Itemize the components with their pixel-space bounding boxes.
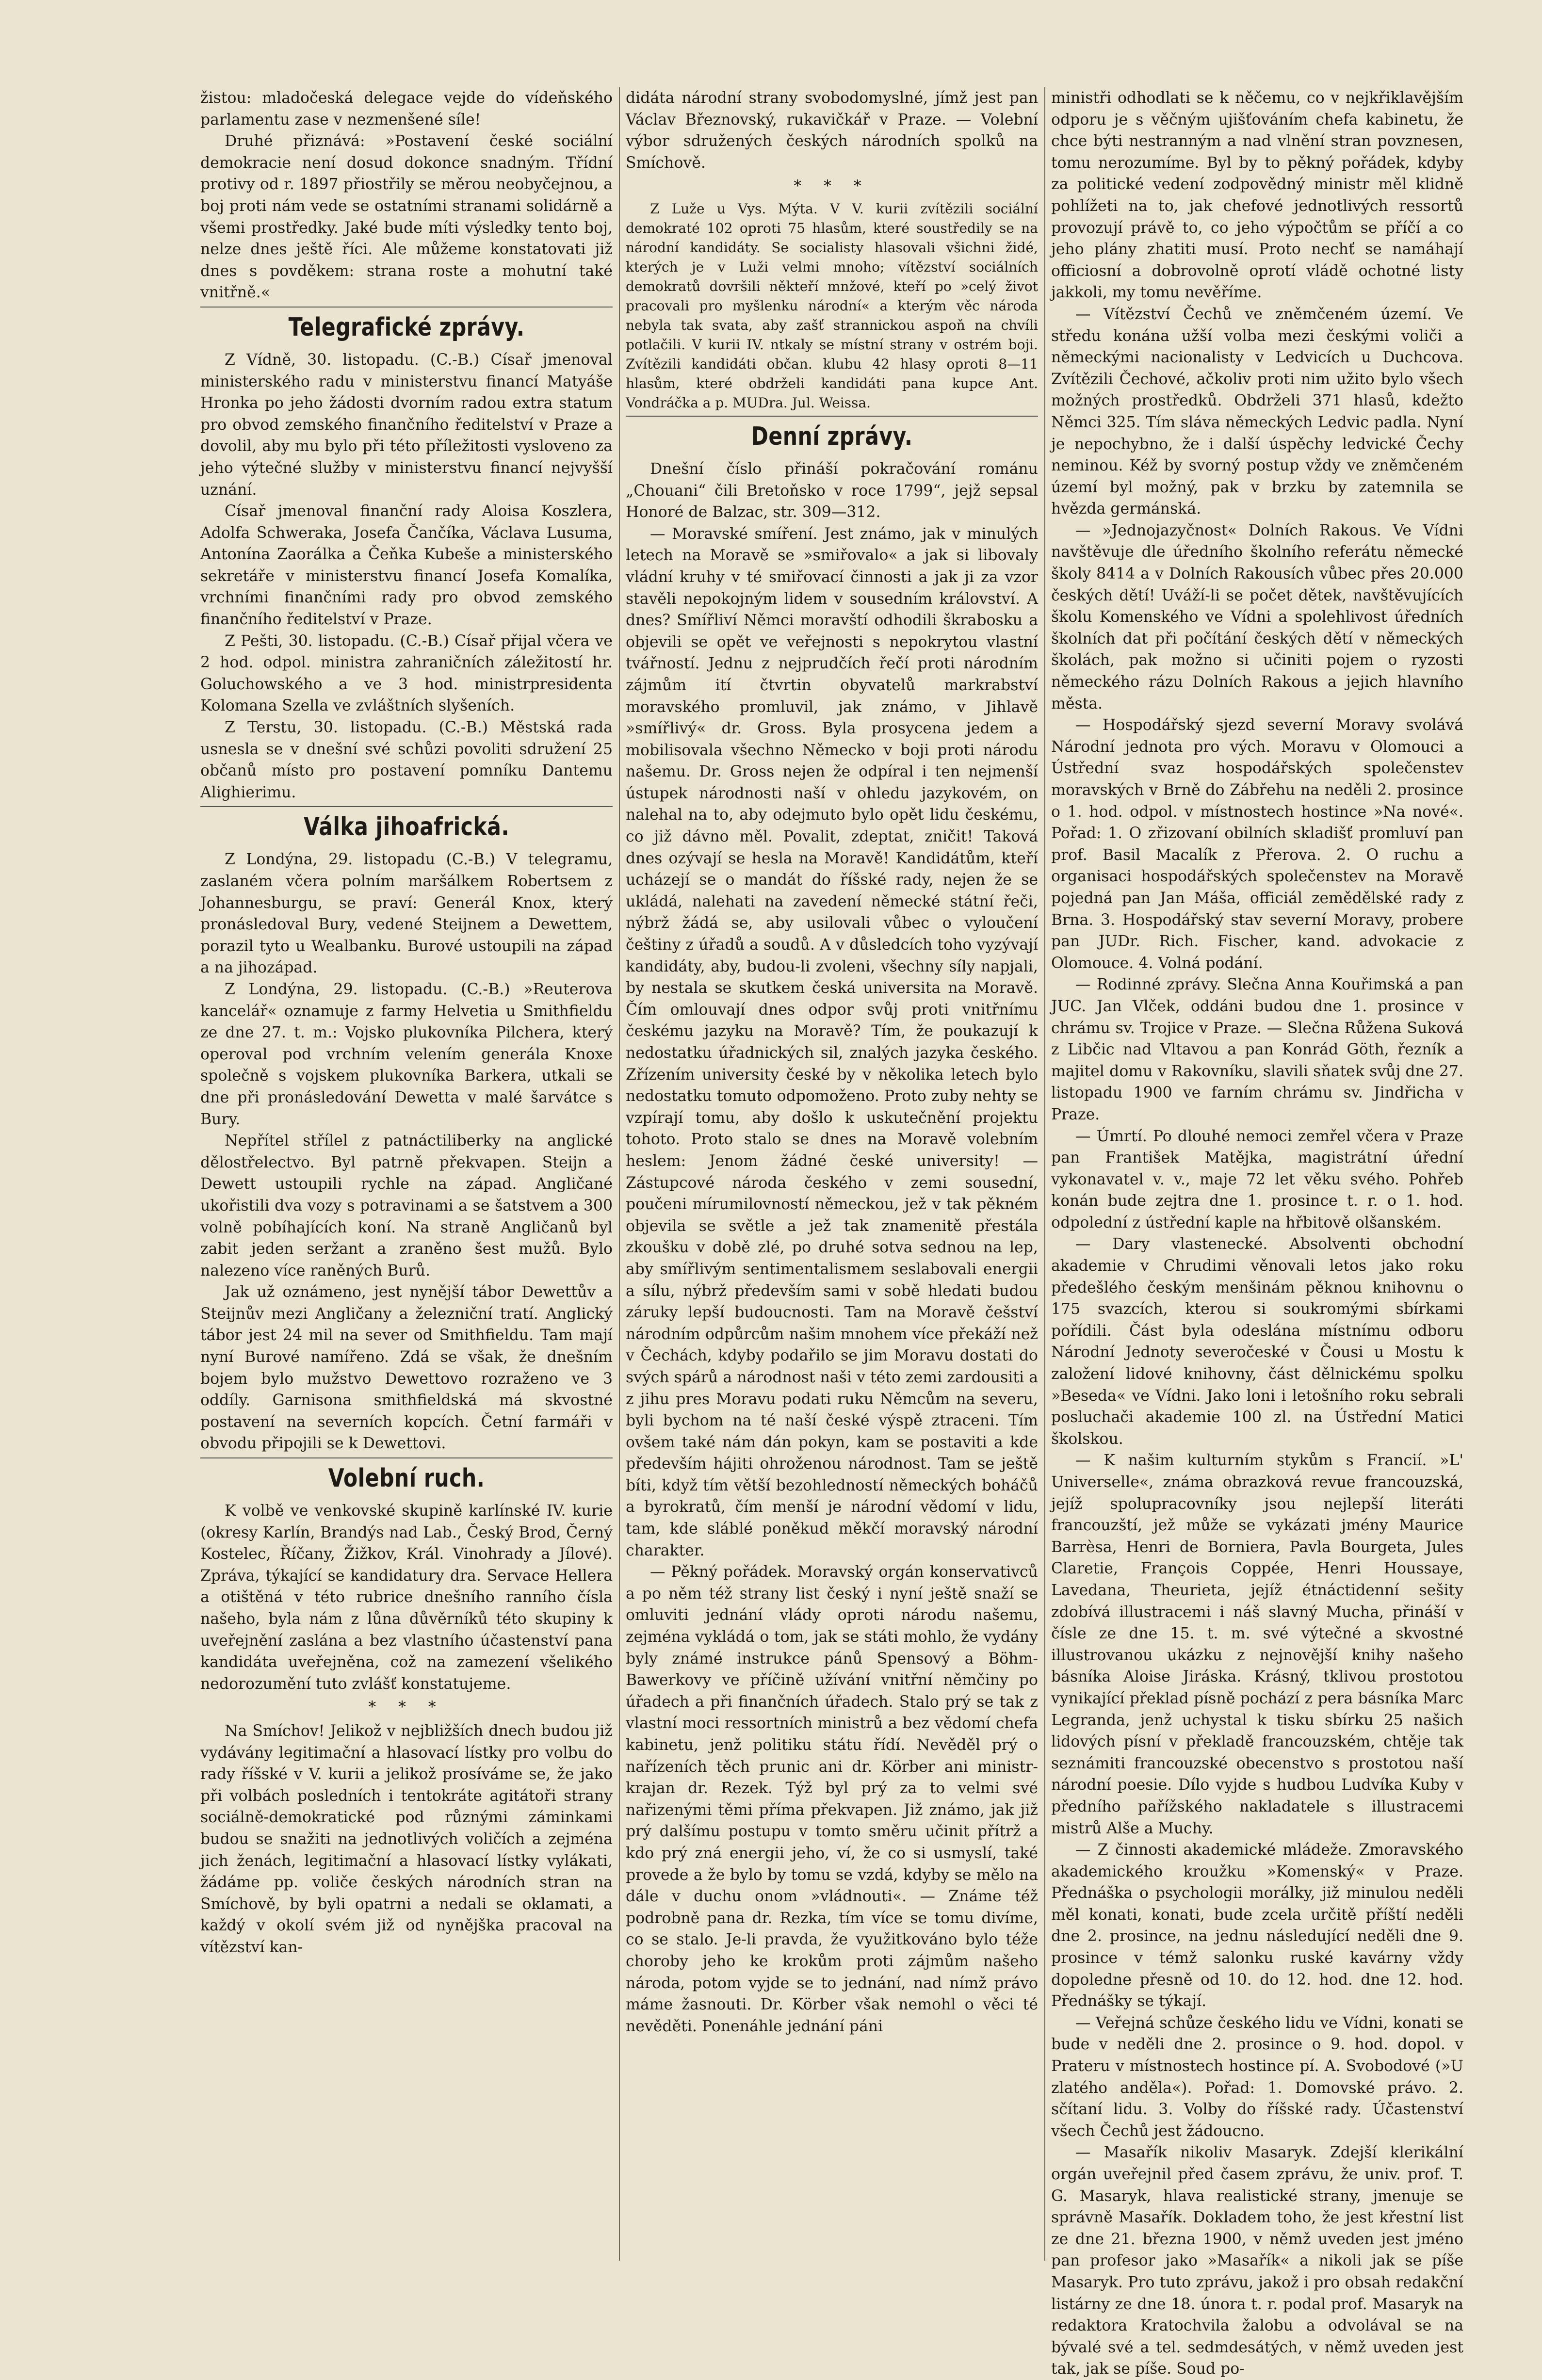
section-heading-telegraphic: Telegrafické zprávy. (288, 312, 525, 342)
column-2 (626, 87, 1038, 2270)
section-heading-daily: Denní zprávy. (751, 421, 913, 451)
news-item: didáta národní strany svobodomyslné, jímž jest pan Václav Březnovský, rukavičkář v Praze. — Volební výbor sdružených českých národních spolků na Smíchově. (626, 89, 1038, 172)
news-item: — Dary vlastenecké. Absolventi obchodní akademie v Chrudimi věnovali letos jako roku předešlého českým menšinám pěknou knihovnu o 175 svazcích, kterou si soukromými sbírkami pořídili. Část byla odeslána místnímu odboru Národní Jednoty severočeské v Čousi u Mostu k založení lidové knihovny, část dělnickému spolku »Beseda« ve Vídni. Jako loni i letošního roku sebrali posluchači akademie 100 zl. na Ústřední Matici školskou. (1051, 1235, 1463, 1448)
news-item: Z Londýna, 29. listopadu. (C.-B.) »Reuterova kancelář« oznamuje z farmy Helvetia u Smithfieldu ze dne 27. t. m.: Vojsko plukovníka Pilchera, který operoval pod vrchním velením generála Knoxe společně s vojskem plukovníka Barkera, utkali se dne při pronásledování Dewetta v malé šarvátce s Bury. (200, 980, 613, 1128)
news-item: — Moravské smíření. Jest známo, jak v minulých letech na Moravě se »smiřovalo« a jak si libovaly vládní kruhy v té smiřovací činnosti a jak ji za vzor stavěli nepokojným lidem v sousedním království. A dnes? Smířliví Němci moravští odhodili škrabosku a objevili se opět ve veřejnosti s nepokrytou vlastní tvářností. Jednu z nejprudčích řečí proti národním zájmům ití čtvrtin obyvatelů markrabství moravského promluvil, jak známo, v Jihlavě »smířlivý« dr. Gross. Byla prosycena jedem a mobilisovala všechno Německo v boji proti národu našemu. Dr. Gross nejen že odpíral i ten nejmenší ústupek národnosti naší v ohledu jazykovém, on nalehal na to, aby odejmuto bylo opět lidu českému, co již dávno měl. Povalit, zdeptat, zničit! Taková dnes ozývají se hesla na Moravě! Kandidátům, kteří ucházejí se o mandát do říšské rady, nejen že se ukládá, nalehati na zavedení německé státní řeči, nýbrž žádá se, aby usilovali vůbec o vyloučení češtiny z úřadů a soudů. A v důsledcích toho vyzývají kandidáty, aby, budou-li zvoleni, všechny síly napjali, by nestala se skutkem česká universita na Moravě. Čím omlouvají dnes odpor svůj proti vnitřnímu českému jazyku na Moravě? Tím, že poukazují k nedostatku úřadnických sil, znalých jazyka českého. Zřízením university české by v několika letech bylo nedostatku tomuto odpomoženo. Proto zuby nehty se vzpírají tomu, aby došlo k uskutečnění projektu tohoto. Proto stalo se dnes na Moravě volebním heslem: Jenom žádné české university! — Zástupcové národa českého v zemi sousední, poučeni mírumilovností německou, jež v tak pěkném objevila se světle a jež tak znamenitě přestála zkoušku v době zlé, po druhé sotva sednou na lep, aby smířlivým sentimentalismem seslabovali energii a sílu, nýbrž především sami v sobě hledati budou záruky lepší budoucnosti. Tam na Moravě češství národním odpůrcům našim mnohem více překáží než v Čechách, kdyby podařilo se jim Moravu dostati do svých spárů a národnost naši v této zemi zardousiti a z jihu pres Moravu podati ruku Němcům na severu, byli bychom na té naší české výspě ztraceni. Tím ovšem také nám dán pokyn, kam se postaviti a kde především hájiti ohroženou národnost. Tam se ještě bíti, když tím větší bezohledností německých boháčů a byrokratů, čím menší je národní vědomí v lidu, tam, kde sláblé poněkud měkčí moravský národní charakter. (626, 525, 1038, 1559)
news-item: ministři odhodlati se k něčemu, co v nejkřiklavějším odporu je s věčným ujišťováním chefa kabinetu, že chce býti nestranným a nad vlnění stran povznesen, tomu nerozumíme. Byl by to pěkný pořádek, kdyby za politické vedení zodpovědný ministr měl klidně pohlížeti na to, jak chefové jednotlivých ressortů provozují právě to, co jeho výpočtům se příčí a co jeho plány zhatiti musí. Proto nechť se namáhají officiosní a dobrovolně oprotí vládě ochotné listy jakkoli, my tomu nevěříme. (1051, 89, 1463, 302)
news-item: — Z činnosti akademické mládeže. Zmoravského akademického kroužku »Komenský« v Praze. Přednáška o psychologii morálky, již minulou neděli měl konati, konati, bude zcela určitě příští neděli dne 2. prosince, na jednu následující neděli dne 9. prosince v témž salonku ruské kavárny vždy dopoledne přesně od 10. do 12. hod. dne 12. hod. Přednášky se týkají. (1051, 1841, 1463, 2010)
news-item: — K našim kulturním stykům s Francií. »L' Universelle«, známa obrazková revue francouzská, jejíž spolupracovníky jsou nejlepší literáti francouzští, jež může se vykázati jmény Maurice Barrèsa, Henri de Borniera, Pavla Bourgeta, Jules Claretie, François Coppée, Henri Houssaye, Lavedana, Theurieta, jejíž étnáctidenní sešity zdobívá illustracemi i náš slavný Mucha, přináší v čísle ze dne 15. t. m. své výtečné a skvostné illustrovanou ukázku z nejnovější knihy našeho básníka Aloise Jiráska. Krásný, tklivou prostotou vynikající překlad písně pochází z pera básníka Marc Legranda, jenž uchystal k tisku sbírku 25 našich lidových písní v překladě francouzském, chtěje tak seznámiti francouzské obecenstvo s prostotou naší národní poesie. Dílo vyjde s hudbou Ludvíka Kuby v předního pařížského nakladatele s illustracemi mistrů Alše a Muchy. (1051, 1452, 1463, 1837)
news-item: — Rodinné zprávy. Slečna Anna Kouřimská a pan JUC. Jan Vlček, oddáni budou dne 1. prosince v chrámu sv. Trojice v Praze. — Slečna Růžena Suková z Libčic nad Vltavou a pan Konrád Göth, řezník a majitel domu v Rakovníku, slavili sňatek svůj dne 27. listopadu 1900 ve farním chrámu sv. Jindřicha v Praze. (1051, 976, 1463, 1123)
separator-stars: * * * (794, 178, 870, 195)
news-item: Nepřítel střílel z patnáctiliberky na anglické dělostřelectvo. Byl patrně překvapen. Steijn a Dewett ustoupili rychle na západ. Angličané ukořistili dva vozy s potravinami a se šatstvem a 300 volně pobíhajících koní. Na straně Angličanů byl zabit jeden seržant a zraněno šest mužů. Bylo nalezeno více raněných Burů. (200, 1132, 613, 1279)
news-item: — Pěkný pořádek. Moravský orgán konservativců a po něm též strany list český i nyní ještě snaží se omluviti jednání vlády oproti národu našemu, zejména vykládá o tom, jak se státi mohlo, že vydány byly známé instrukce pánů Spensový a Böhm-Bawerkovy ve příčině užívání vnitřní němčiny po úřadech a při finančních úřadech. Stalo prý se tak z vlastní moci ressortních ministrů a bez vědomí chefa kabinetu, jenž politiku státu řídí. Nevěděl prý o nařízeních těch prunic ani dr. Körber ani ministr-krajan dr. Rezek. Týž byl prý za to velmi své nařizenými těmi příma překvapen. Již známo, jak již prý dalšímu postupu v tomto směru učinit přítrž a kdo prý zná energii jeho, ví, že co si usmyslí, také provede a že bylo by tomu se vzdá, kdyby se mělo na dále v duchu onom »vládnouti«. — Známe též podrobně pana dr. Rezka, tím více se tomu divíme, co se stalo. Je-li pravda, že využitkováno bylo téže choroby jeho ke krokům proti zájmům našeho národa, potom vyjde se to jednání, nad nímž právo máme žasnouti. Dr. Körber však nemohl o věci té nevěděti. Ponenáhle jednání páni (626, 1563, 1038, 2035)
news-item: K volbě ve venkovské skupině karlínské IV. kurie (okresy Karlín, Brandýs nad Lab., Český Brod, Černý Kostelec, Říčany, Žižkov, Král. Vinohrady a Jílové). Zpráva, týkající se kandidatury dra. Servace Hellera a otištěná v této rubrice dnešního ranního čísla našeho, byla nám z lůna důvěrníků této skupiny k uveřejnění zaslána a bez vlastního účastenství pana kandidáta uveřejněna, což na zamezení všelikého nedorozumění tuto zvlášť konstatujeme. (200, 1502, 613, 1693)
intro-paragraph: Druhé přiznává: »Postavení české sociální demokracie není dosud dokonce snadným. Třídní protivy od r. 1897 přiostřily se měrou neobyčejnou, a boj proti nám vede se ostatními stranami solidárně a všemi prostředky. Jaké bude míti výsledky tento boj, nelze dnes ještě říci. Ale můžeme konstatovati již dnes s povděkem: strana roste a mohutní také vnitřně.« (200, 132, 613, 302)
section-rule (626, 416, 1038, 417)
news-item: — Veřejná schůze českého lidu ve Vídni, konati se bude v neděli dne 2. prosince o 9. hod. dopol. v Prateru v místnostech hostince pí. A. Svobodové (»U zlatého anděla«). Pořad: 1. Domovské právo. 2. sčítaní lidu. 3. Volby do říšské rady. Účastenství všech Čechů jest žádoucno. (1051, 2014, 1463, 2140)
news-item: Na Smíchov! Jelikož v nejbližších dnech budou již vydávány legitimační a hlasovací lístky pro volbu do rady říšské v V. kurii a jelikož prosíváme se, že jako při volbách posledních i tentokráte agitátoři strany sociálně-demokratické pod různými záminkami budou se snažiti na jednotlivých voličích a zejména jich ženách, legitimační a hlasovací lístky vylákati, žádáme pp. voliče českých národních stran na Smíchově, by byli opatrni a nedali se oklamati, a každý v okolí svém již od nynějška pracoval na vítězství kan- (200, 1722, 613, 1956)
news-item: — »Jednojazyčnost« Dolních Rakous. Ve Vídni navštěvuje dle úředního školního referátu německé školy 8414 a v Dolních Rakousích vůbec přes 20.000 českých dětí! Uváží-li se počet dětek, navštěvujících školu Komenského ve Vídni a spolehlivost úředních školních dat při počítání českých dětí v německých školách, pak možno si učiniti pojem o ryzosti německého rázu Dolních Rakous a jejich hlavního města. (1051, 521, 1463, 712)
column-divider (1044, 87, 1045, 2261)
news-item: — Hospodářský sjezd severní Moravy svolává Národní jednota pro vých. Moravu v Olomouci a Ústřední svaz hospodářských společenstev moravských v Brně do Zábřehu na neděli 2. prosince o 1. hod. odpol. v místnostech hostince »Na nové«. Pořad: 1. O zřizovaní obilních skladišť promluví pan prof. Basil Macalík z Přerova. 2. O ruchu a organisaci hospodářských společenstev na Moravě pojedná pan Jan Máša, officiál zemědělské rady z Brna. 3. Hospodářský stav severní Moravy, probere pan JUDr. Rich. Fischer, kand. advokacie z Olomouce. 4. Volná podání. (1051, 716, 1463, 972)
column-1 (200, 87, 613, 2270)
news-item: Z Terstu, 30. listopadu. (C.-B.) Městská rada usnesla se v dnešní své schůzi povoliti sdružení 25 občanů místo pro postavení pomníku Dantemu Alighierimu. (200, 719, 613, 801)
news-item: Z Pešti, 30. listopadu. (C.-B.) Císař přijal včera ve 2 hod. odpol. ministra zahraničních záležitostí hr. Goluchowského a ve 3 hod. ministrpresidenta Kolomana Szella ve zvláštních slyšeních. (200, 632, 613, 715)
news-item: Dnešní číslo přináší pokračování románu „Chouani“ čili Bretoňsko v roce 1799“, jejž sepsal Honoré de Balzac, str. 309—312. (626, 460, 1038, 521)
column-divider (619, 87, 620, 2261)
news-item: — Vítězství Čechů ve zněmčeném území. Ve středu konána užší volba mezi českými voliči a německými nacionalisty v Ledvicích u Duchcova. Zvítězili Čechové, ačkoliv proti nim užito bylo všech možných prostředků. Obdrželi 371 hlasů, kdežto Němci 325. Tím sláva německých Ledvic padla. Nyní je nepochybno, že i další úspěchy ledvické Čechy neminou. Kéž by svorný postup vždy ve zněmčeném území byl možný, pak v brzku by zatemnila se hvězda germánská. (1051, 305, 1463, 518)
news-item: Císař jmenoval finanční rady Aloisa Koszlera, Adolfa Schweraka, Josefa Čančíka, Václava Lusuma, Antonína Zaorálka a Čeňka Kubeše a ministerského sekretáře v ministerstvu financí Josefa Komalíka, vrchními finančními rady pro obvod zemského finančního ředitelství v Praze. (200, 502, 613, 629)
news-item: Z Vídně, 30. listopadu. (C.-B.) Císař jmenoval ministerského radu v ministerstvu financí Matyáše Hronka po jeho žádosti dvorním radou extra statum pro obvod zemského finančního ředitelství v Praze a dovolil, aby mu bylo při této příležitosti vysloveno za jeho výtečné služby v ministerstvu financí nejvyšší uznání. (200, 351, 613, 499)
news-item: Jak už oznámeno, jest nynější tábor Dewettův a Steijnův mezi Angličany a železniční tratí. Anglický tábor jest 24 mil na sever od Smithfieldu. Tam mají nyní Burové namířeno. Zdá se však, že dnešním bojem bylo mužstvo Dewettovo rozraženo ve 3 oddíly. Garnisona smithfieldská má skvostné postavení na severních kopcích. Četní farmáři v obvodu připojili se k Dewettovi. (200, 1283, 613, 1453)
separator-stars: * * * (368, 1699, 445, 1716)
news-item: — Úmrtí. Po dlouhé nemoci zemřel včera v Praze pan František Matějka, magistrátní úřední vykonavatel v. v., maje 72 let věku svého. Pohřeb konán bude zejtra dne 1. prosince t. r. o 1. hod. odpolední z ústřední kaple na hřbitově olšanském. (1051, 1127, 1463, 1231)
section-rule (200, 307, 613, 308)
news-item: Z Londýna, 29. listopadu (C.-B.) V telegramu, zaslaném včera polním maršálkem Robertsem z Johannesburgu, se praví: Generál Knox, který pronásledoval Bury, vedené Steijnem a Dewettem, porazil tyto u Wealbanku. Burové ustoupili na západ a na jihozápad. (200, 851, 613, 977)
news-item: Z Luže u Vys. Mýta. V V. kurii zvítězili sociální demokraté 102 oproti 75 hlasům, které soustředily se na národní kandidáty. Se socialisty hlasovali všichni židé, kterých je v Luži velmi mnoho; vítězství sociálních demokratů dovršili někteří mnžové, kteří po »celý život pracovali pro myšlenku národní« a kterým věc národa nebyla tak svata, aby zašť strannickou aspoň na chvíli potlačili. V kurii IV. ntkaly se místní strany v ostrém boji. Zvítězili kandidáti občan. klubu 42 hlasy oproti 8—11 hlasům, které obdrželi kandidáti pana kupce Ant. Vondráčka a p. MUDra. Jul. Weissa. (626, 200, 1038, 411)
section-rule (200, 806, 613, 807)
news-item: — Masařík nikoliv Masaryk. Zdejší klerikální orgán uveřejnil před časem zprávu, že univ. prof. T. G. Masaryk, hlava realistické strany, jmenuje se správně Masařík. Dokladem toho, že jest křestní list ze dne 21. března 1900, v němž uveden jest jméno pan profesor jako »Masařík« a nikoli jak se píše Masaryk. Pro tuto zprávu, jakož i pro obsah redakční listárny ze dne 18. února t. r. podal prof. Masaryk na redaktora Kratochvila žalobu a odvolával se na bývalé své a tel. sedmdesátých, v němž uveden jest tak, jak se píše. Soud po- (1051, 2144, 1463, 2378)
section-heading-election: Volební ruch. (328, 1464, 485, 1493)
column-3 (1051, 87, 1463, 2378)
section-rule (200, 1457, 613, 1458)
section-heading-war: Válka jihoafrická. (304, 812, 509, 842)
intro-paragraph: žistou: mladočeská delegace vejde do vídeňského parlamentu zase v nezmenšené síle! (200, 89, 613, 129)
